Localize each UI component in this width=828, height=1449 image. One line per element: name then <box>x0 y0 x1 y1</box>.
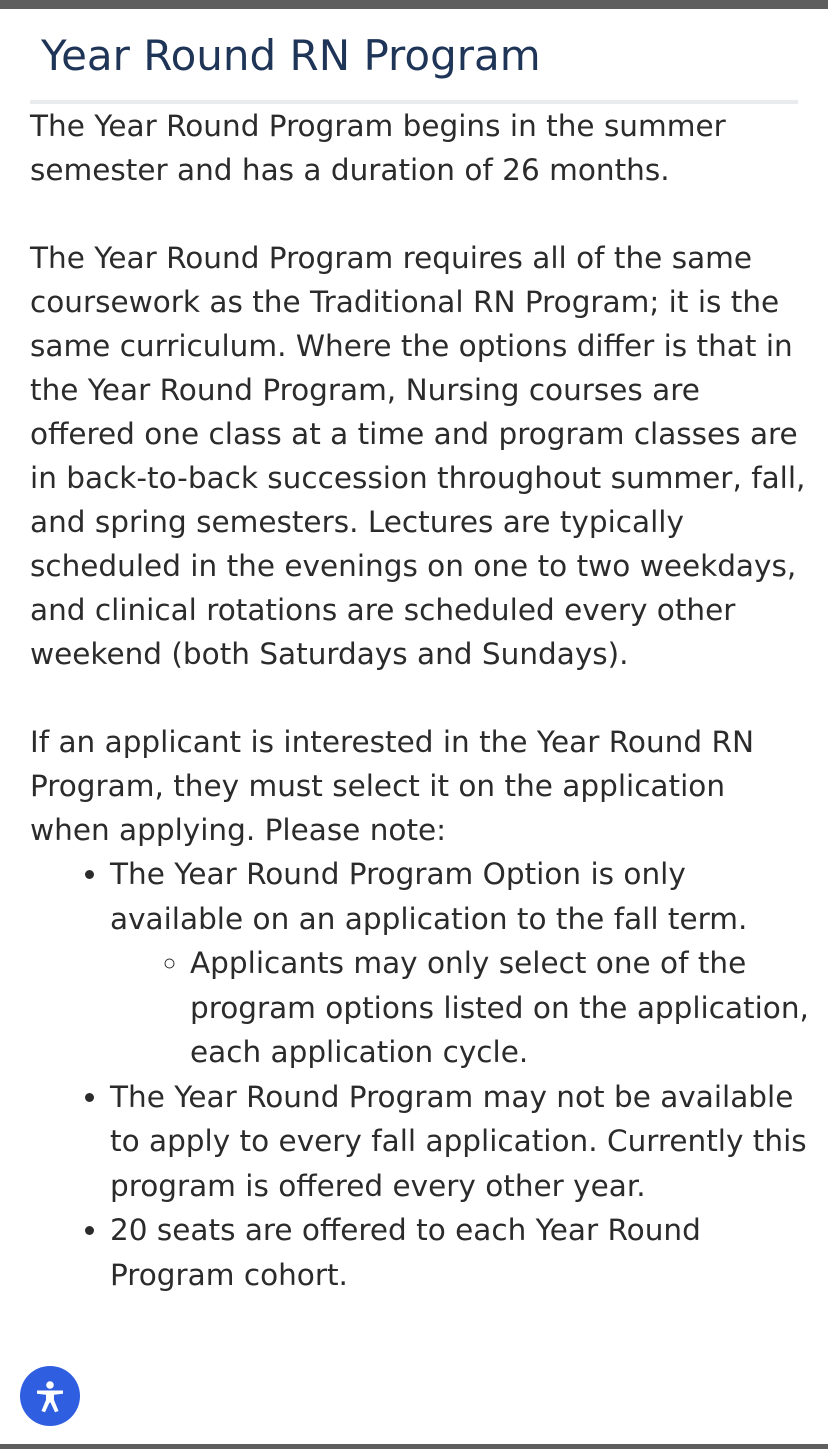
sub-note-list <box>110 941 810 1075</box>
note-list <box>30 852 810 1297</box>
intro-paragraph: The Year Round Program begins in the summer semester and has a duration of 26 months. <box>30 109 726 187</box>
list-item <box>110 852 810 1075</box>
sub-list-item <box>190 941 810 1075</box>
bottom-frame-bar <box>0 1444 828 1449</box>
list-item-text: The Year Round Program may not be available to apply to every fall application. Currently this program is offered every other year. <box>110 1079 807 1203</box>
list-item <box>110 1208 810 1297</box>
list-item <box>110 1075 810 1209</box>
accessibility-icon <box>30 1376 70 1416</box>
list-item-text: The Year Round Program Option is only available on an application to the fall term. <box>110 857 748 936</box>
application-paragraph: If an applicant is interested in the Year Round RN Program, they must select it on the application when applying. Please note: <box>30 725 755 847</box>
sub-list-item-text: Applicants may only select one of the program options listed on the application, each application cycle. <box>190 946 809 1069</box>
curriculum-paragraph: The Year Round Program requires all of the same coursework as the Traditional RN Program; it is the same curriculum. Where the options differ is that in the Year Round Program, Nursing courses are offered one class at a time and program classes are in back-to-back succession throughout summer, fall, and spring semesters. Lectures are typically scheduled in the evenings on one to two weekdays, and clinical rotations are scheduled every other weekend (both Saturdays and Sundays). <box>30 241 806 671</box>
accessibility-button[interactable] <box>20 1366 80 1426</box>
top-frame-bar <box>0 0 828 9</box>
page-title: Year Round RN Program <box>41 31 541 80</box>
list-item-text: 20 seats are offered to each Year Round Program cohort. <box>110 1213 701 1292</box>
main-content <box>30 104 810 1297</box>
